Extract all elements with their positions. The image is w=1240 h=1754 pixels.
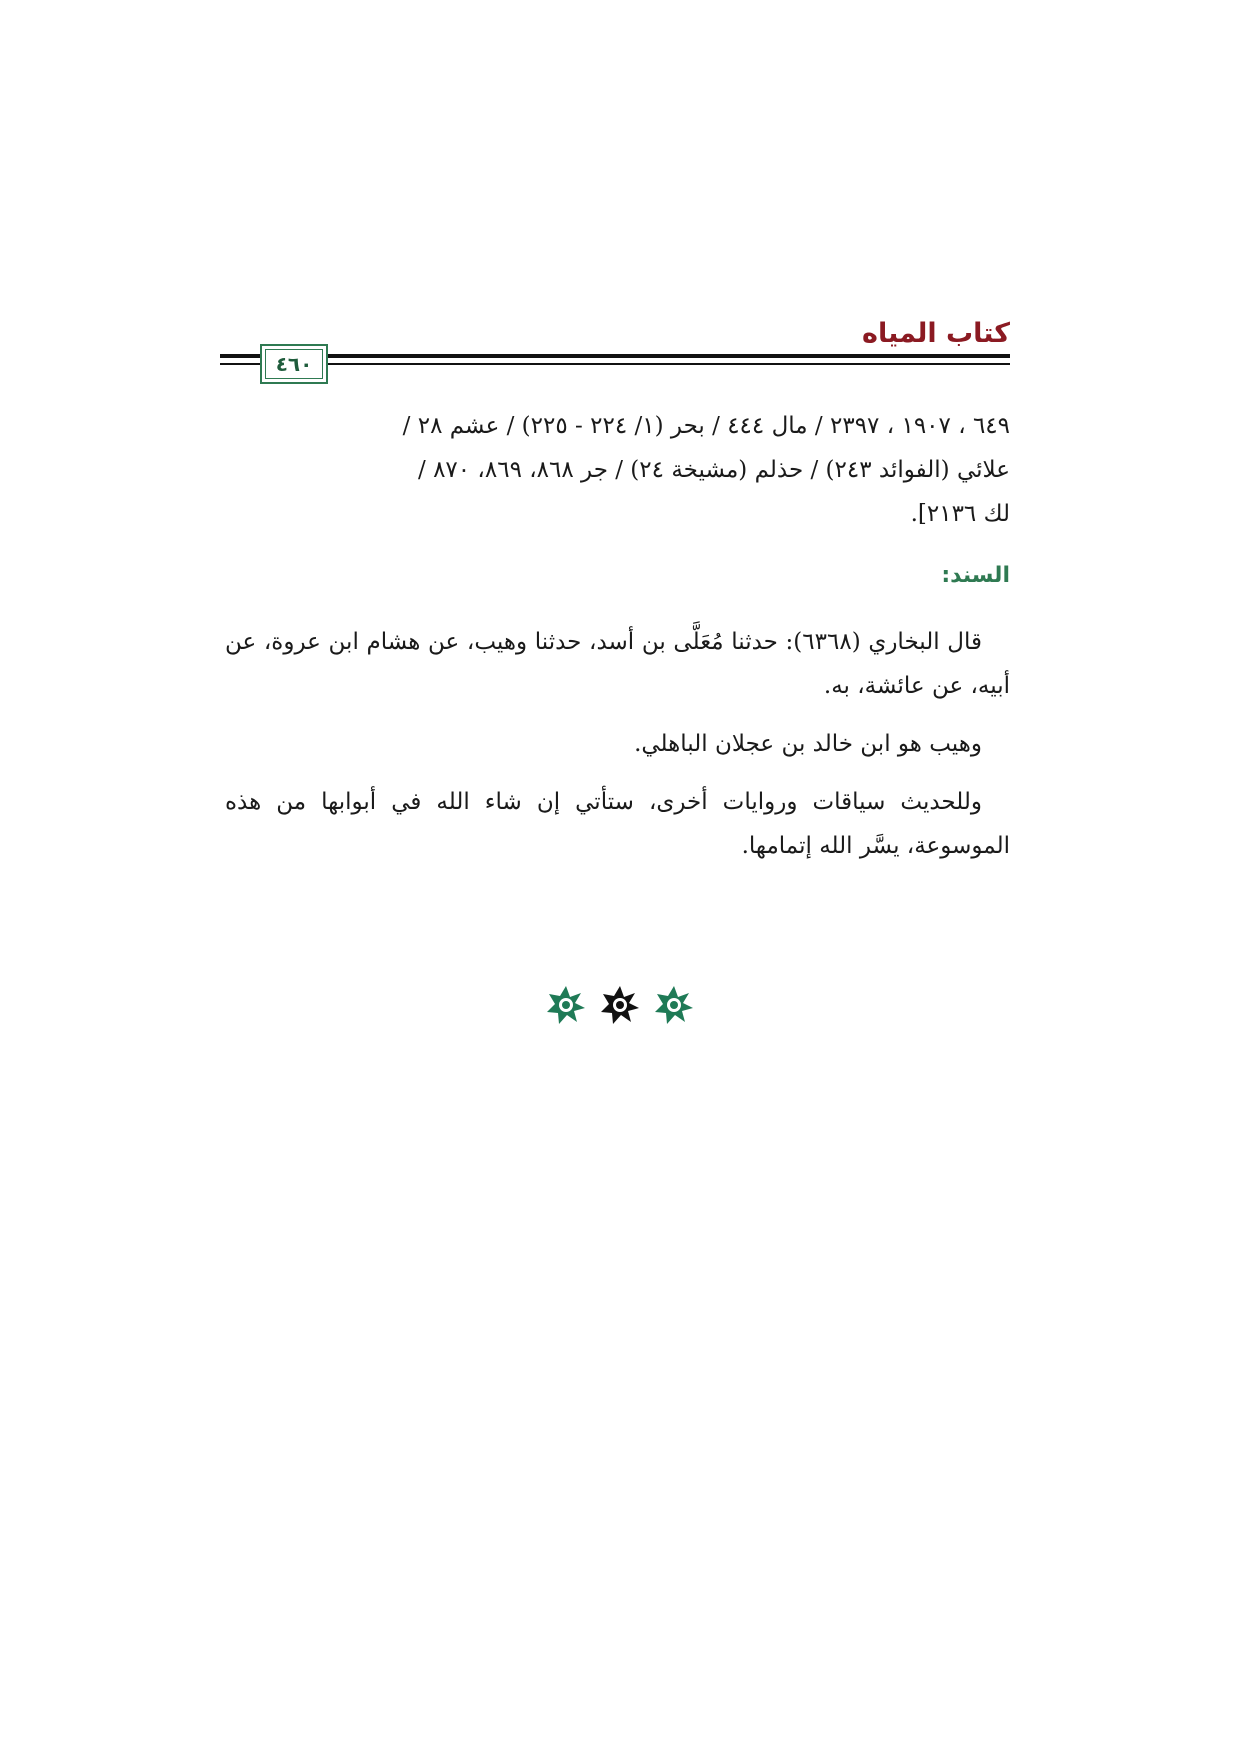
book-title: كتاب المياه — [862, 318, 1010, 349]
references-block — [225, 404, 1010, 536]
paragraph-wuhayb: وهيب هو ابن خالد بن عجلان الباهلي. — [634, 731, 982, 757]
page-body — [225, 404, 1010, 882]
page-number-box — [260, 344, 328, 384]
references-line-1: ٦٤٩ ، ١٩٠٧ ، ٢٣٩٧ / مال ٤٤٤ / بحر (١/ ٢٢٤ - ٢٢٥) / عشم ٢٨ / — [402, 413, 1010, 439]
star-ornament-icon — [654, 985, 694, 1025]
paragraph-bukhari: قال البخاري (٦٣٦٨): حدثنا مُعَلَّى بن أسد، حدثنا وهيب، عن هشام ابن عروة، عن أبيه، عن عائشة، به. — [225, 629, 1010, 699]
section-end-ornaments — [520, 985, 720, 1035]
header-rule-thin — [220, 363, 1010, 365]
section-label-isnad: السند: — [941, 563, 1010, 588]
star-ornament-icon — [546, 985, 586, 1025]
paragraph-other-narrations: وللحديث سياقات وروايات أخرى، ستأتي إن شاء الله في أبوابها من هذه الموسوعة، يسَّر الله إتمامها. — [225, 789, 1010, 859]
references-line-3: لك ٢١٣٦]. — [910, 501, 1010, 527]
star-ornament-icon — [600, 985, 640, 1025]
page-number: ٤٦٠ — [275, 352, 313, 376]
page-header — [220, 318, 1010, 388]
header-rule-thick — [220, 354, 1010, 358]
references-line-2: علائي (الفوائد ٢٤٣) / حذلم (مشيخة ٢٤) / جر ٨٦٨، ٨٦٩، ٨٧٠ / — [418, 457, 1010, 483]
